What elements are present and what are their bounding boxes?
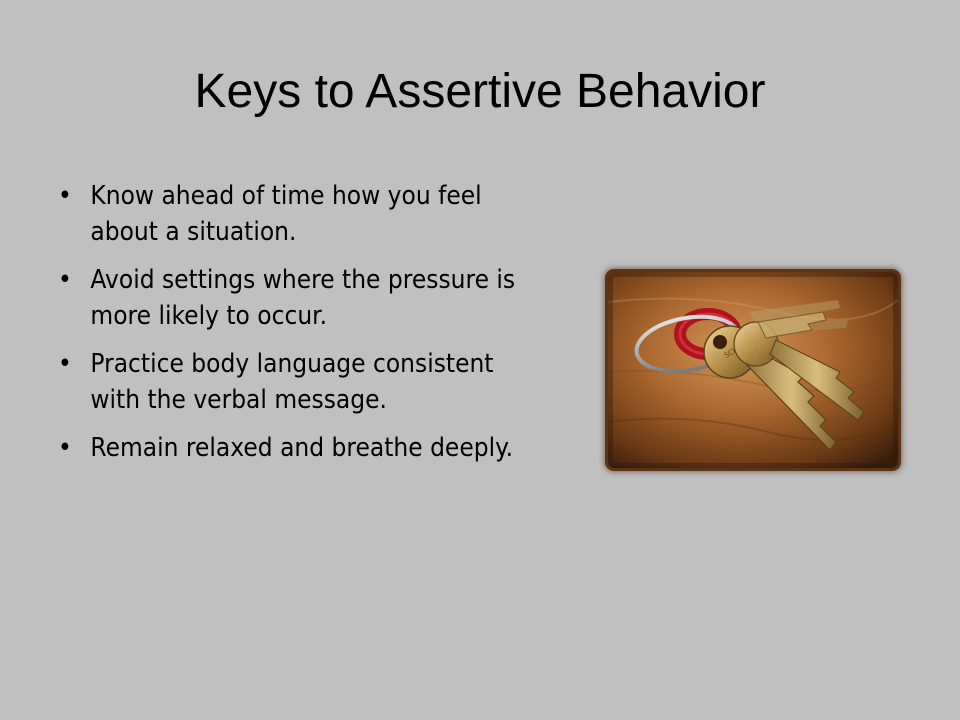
bullet-item <box>58 346 544 418</box>
slide-title: Keys to Assertive Behavior <box>194 65 766 118</box>
keys-photo-icon <box>608 272 898 468</box>
bullet-item <box>58 178 544 250</box>
bullet-point-icon: • <box>58 181 72 211</box>
bullet-point-icon: • <box>58 265 72 295</box>
bullet-item <box>58 262 544 334</box>
bullet-text: Practice body language consistent with the verbal message. <box>90 349 494 415</box>
bullet-text: Know ahead of time how you feel about a situation. <box>90 181 482 247</box>
bullet-point-icon: • <box>58 349 72 379</box>
bullet-item <box>58 430 544 466</box>
bullet-text: Remain relaxed and breathe deeply. <box>90 433 514 463</box>
bullet-list <box>58 178 598 478</box>
bullet-point-icon: • <box>58 433 72 463</box>
keys-photo <box>608 272 898 468</box>
bullet-text: Avoid settings where the pressure is more likely to occur. <box>90 265 516 331</box>
